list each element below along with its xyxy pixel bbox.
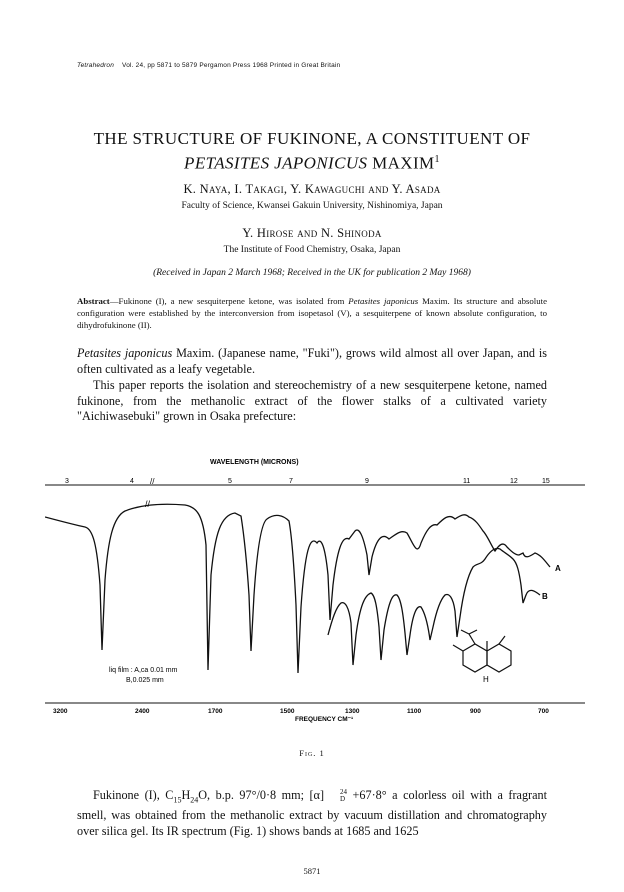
bottom-axis-label: FREQUENCY CM⁻¹ — [295, 716, 354, 723]
title-line-2 — [60, 149, 564, 174]
fukinone-paragraph — [77, 788, 547, 839]
abstract-text-a: —Fukinone (I), a new sesquiterpene ketone, was isolated from — [109, 296, 349, 306]
methyl-bond-2 — [499, 636, 505, 644]
curve-b-label: B — [542, 592, 548, 601]
isopropylidene-bond-1 — [461, 630, 469, 634]
abstract-text-b: Maxim. Its structure and absolute configuration were established by the interconversion from isopetasol (V), a sesquiterpene of known absolute configuration, to dihydrofukinone (II). — [77, 296, 547, 330]
bottom-tick-1: 3200 — [53, 708, 68, 715]
curve-break-mark: // — [145, 499, 151, 509]
bottom-tick-8: 700 — [538, 708, 549, 715]
p3-text-4: +67·8° a colorless oil with a fragrant smell, was obtained from the methanolic extract by vacuum distillation and chromatography over silica gel. Its IR spectrum (Fig. 1) shows bands at 1685 and 1625 — [77, 788, 547, 838]
top-tick-6: 11 — [463, 478, 471, 485]
top-tick-1: 3 — [65, 478, 69, 485]
spectrum-curve-a — [45, 504, 550, 673]
ring-right — [487, 644, 511, 672]
top-axis-label: WAVELENGTH (MICRONS) — [210, 459, 299, 466]
ring-left — [463, 644, 487, 672]
curve-a-label: A — [555, 564, 561, 573]
bottom-tick-4: 1500 — [280, 708, 295, 715]
fukinone-structure — [453, 630, 511, 672]
p3-sub-2: 24 — [190, 795, 199, 805]
p3-sub-d: D — [340, 795, 346, 804]
title-footnote-mark: 1 — [434, 154, 440, 165]
bottom-tick-3: 1700 — [208, 708, 223, 715]
top-tick-3: 5 — [228, 478, 232, 485]
top-tick-break: // — [150, 477, 155, 486]
running-head — [77, 62, 340, 69]
top-tick-7: 12 — [510, 478, 518, 485]
carbonyl-bond — [453, 645, 463, 651]
structure-atom-label: H — [483, 675, 489, 684]
p3-text-2: H — [181, 788, 191, 802]
abstract-label: Abstract — [77, 296, 110, 306]
intro-p1-text: Maxim. (Japanese name, "Fuki"), grows wild almost all over Japan, and is often cultivated as a leafy vegetable. — [77, 346, 547, 376]
top-tick-8: 15 — [542, 478, 550, 485]
author-group-2: Y. Hirose and N. Shinoda — [242, 226, 382, 240]
exocyclic-bond — [469, 634, 475, 644]
p3-text-3: O, b.p. 97°/0·8 mm; [α] — [198, 788, 325, 802]
p3-rotation-indices — [324, 789, 347, 803]
top-tick-4: 7 — [289, 478, 293, 485]
top-tick-2: 4 — [130, 478, 134, 485]
spectrum-curve-b — [328, 548, 540, 665]
intro-paragraph-2: This paper reports the isolation and stereochemistry of a new sesquiterpene ketone, named fukinone, from the methanolic extract of the flower stalks of a cultivated variety "Aichiwasebuki" grown in Osaka prefecture: — [77, 378, 547, 424]
affiliation-2: The Institute of Food Chemistry, Osaka, Japan — [223, 245, 401, 255]
bottom-tick-5: 1300 — [345, 708, 360, 715]
p3-text-1: Fukinone (I), C — [93, 788, 174, 802]
intro-species: Petasites japonicus — [77, 346, 173, 360]
author-group-1: K. Naya, I. Takagi, Y. Kawaguchi and Y. Asada — [183, 182, 441, 196]
abstract-species: Petasites japonicus — [348, 296, 419, 306]
bottom-tick-7: 900 — [470, 708, 481, 715]
bottom-tick-6: 1100 — [407, 708, 422, 715]
ir-spectrum-figure — [45, 455, 585, 735]
title-line-1: THE STRUCTURE OF FUKINONE, A CONSTITUENT OF — [93, 129, 531, 148]
received-dates: (Received in Japan 2 March 1968; Received in the UK for publication 2 May 1968) — [153, 268, 471, 278]
isopropylidene-bond-2 — [469, 630, 477, 634]
article-title — [60, 128, 564, 174]
title-species: PETASITES JAPONICUS — [184, 153, 368, 173]
p3-sub-1: 15 — [173, 795, 182, 805]
abstract — [77, 295, 547, 331]
figure-caption: Fig. 1 — [299, 748, 325, 758]
bottom-tick-2: 2400 — [135, 708, 150, 715]
journal-name: Tetrahedron — [77, 62, 115, 69]
running-head-details: Vol. 24, pp 5871 to 5879 Pergamon Press 1968 Printed in Great Britain — [122, 62, 341, 69]
sample-condition-1: liq film : A,ca 0.01 mm — [109, 667, 178, 674]
top-tick-5: 9 — [365, 478, 369, 485]
title-maxim: MAXIM — [367, 153, 435, 173]
sample-condition-2: B,0.025 mm — [126, 677, 164, 684]
p3-sup-temp: 24 — [340, 788, 348, 797]
page-number: 5871 — [303, 866, 321, 876]
affiliation-1: Faculty of Science, Kwansei Gakuin University, Nishinomiya, Japan — [181, 201, 443, 211]
intro-paragraph-1 — [77, 346, 547, 377]
